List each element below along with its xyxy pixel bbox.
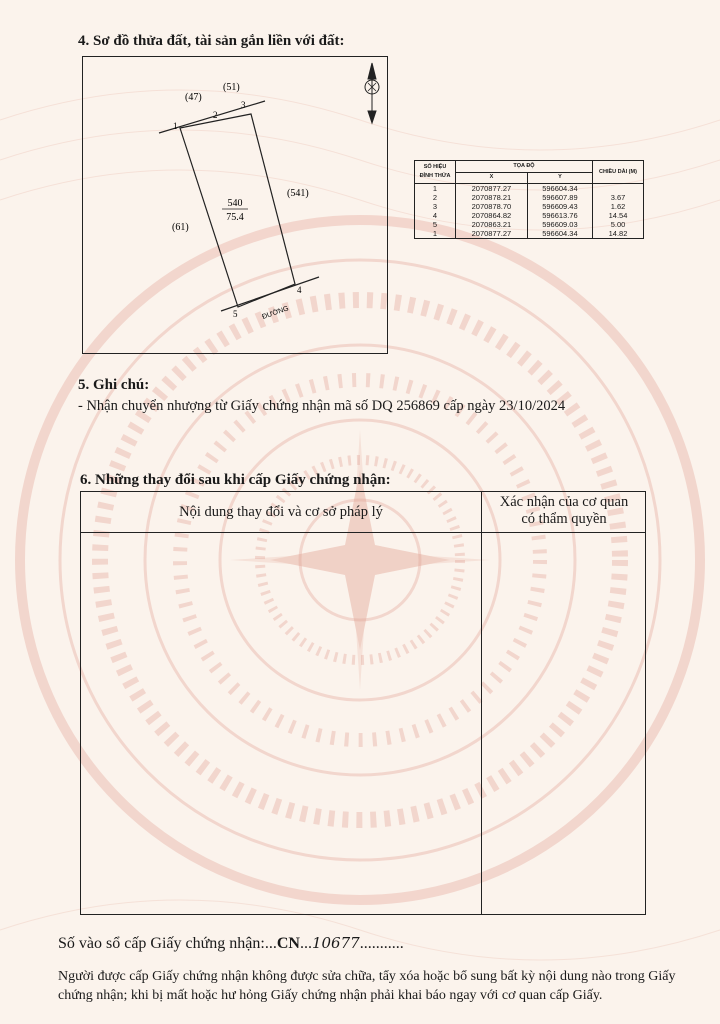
changes-column-confirmation: Xác nhận của cơ quan có thẩm quyền (499, 494, 629, 527)
coord-cell-point: 3 (415, 202, 456, 211)
coord-cell-x: 2070878.70 (456, 202, 528, 211)
header-length: CHIỀU DÀI (M) (593, 161, 644, 184)
vertex-3: 3 (241, 100, 246, 110)
neighbor-47: (47) (185, 92, 202, 103)
coord-cell-length: 1.62 (593, 202, 644, 211)
section-6-title: 6. Những thay đổi sau khi cấp Giấy chứng nhận: (80, 472, 391, 488)
coord-row (415, 202, 644, 211)
coord-cell-y: 596607.89 (527, 193, 592, 202)
coord-cell-length: 5.00 (593, 220, 644, 229)
plot-diagram-frame (82, 56, 388, 354)
footer-notice: Người được cấp Giấy chứng nhận không được sửa chữa, tẩy xóa hoặc bổ sung bất kỳ nội dung nào trong Giấy chứng nhận; khi bị mất hoặc hư hỏng Giấy chứng nhận phải khai báo ngay với cơ quan cấp Giấy. (58, 969, 676, 1003)
coordinates-table (414, 160, 644, 239)
header-x: X (456, 172, 528, 184)
note-text: - Nhận chuyển nhượng từ Giấy chứng nhận mã số DQ 256869 cấp ngày 23/10/2024 (78, 398, 566, 414)
vertex-4: 4 (297, 285, 302, 295)
coord-cell-point: 1 (415, 184, 456, 194)
coord-row (415, 229, 644, 239)
vertex-2: 2 (213, 110, 218, 120)
plot-diagram (83, 57, 386, 352)
coord-cell-x: 2070878.21 (456, 193, 528, 202)
coord-row (415, 184, 644, 194)
registration-line: Số vào sổ cấp Giấy chứng nhận:...CN...10677........... (58, 934, 404, 952)
north-arrow-icon (365, 63, 379, 123)
coord-cell-x: 2070877.27 (456, 184, 528, 194)
coord-cell-point: 1 (415, 229, 456, 239)
coord-cell-length (593, 184, 644, 194)
coord-cell-y: 596609.43 (527, 202, 592, 211)
registration-prefix: CN (276, 935, 300, 952)
coord-cell-length: 3.67 (593, 193, 644, 202)
coord-cell-y: 596604.34 (527, 229, 592, 239)
coord-row (415, 193, 644, 202)
registration-number: 10677 (311, 934, 360, 952)
coord-cell-point: 5 (415, 220, 456, 229)
vertex-5: 5 (233, 309, 238, 319)
neighbor-51: (51) (223, 82, 240, 93)
coord-cell-length: 14.82 (593, 229, 644, 239)
coord-cell-x: 2070877.27 (456, 229, 528, 239)
changes-column-content: Nội dung thay đổi và cơ sở pháp lý (179, 503, 383, 520)
coord-row (415, 220, 644, 229)
header-coords: TỌA ĐỘ (456, 161, 593, 173)
coord-cell-y: 596609.03 (527, 220, 592, 229)
parcel-outline (180, 114, 295, 307)
coord-cell-x: 2070864.82 (456, 211, 528, 220)
changes-table (80, 491, 646, 915)
parcel-area: 75.4 (226, 212, 244, 223)
coord-cell-point: 4 (415, 211, 456, 220)
road-label: ĐƯỜNG (261, 305, 290, 321)
section-4-title: 4. Sơ đồ thửa đất, tài sản gắn liền với đất: (78, 33, 345, 49)
registration-label: Số vào sổ cấp Giấy chứng nhận: (58, 935, 265, 952)
neighbor-61: (61) (172, 222, 189, 233)
vertex-1: 1 (173, 121, 178, 131)
coord-cell-y: 596604.34 (527, 184, 592, 194)
road-boundary-line (221, 277, 319, 311)
coord-row (415, 211, 644, 220)
coord-cell-x: 2070863.21 (456, 220, 528, 229)
section-5-title: 5. Ghi chú: (78, 377, 150, 393)
header-point: SỐ HIỆU ĐỈNH THỬA (415, 161, 456, 184)
parcel-number: 540 (227, 198, 243, 209)
neighbor-541: (541) (287, 188, 309, 199)
coord-cell-length: 14.54 (593, 211, 644, 220)
coord-cell-point: 2 (415, 193, 456, 202)
coord-cell-y: 596613.76 (527, 211, 592, 220)
header-y: Y (527, 172, 592, 184)
